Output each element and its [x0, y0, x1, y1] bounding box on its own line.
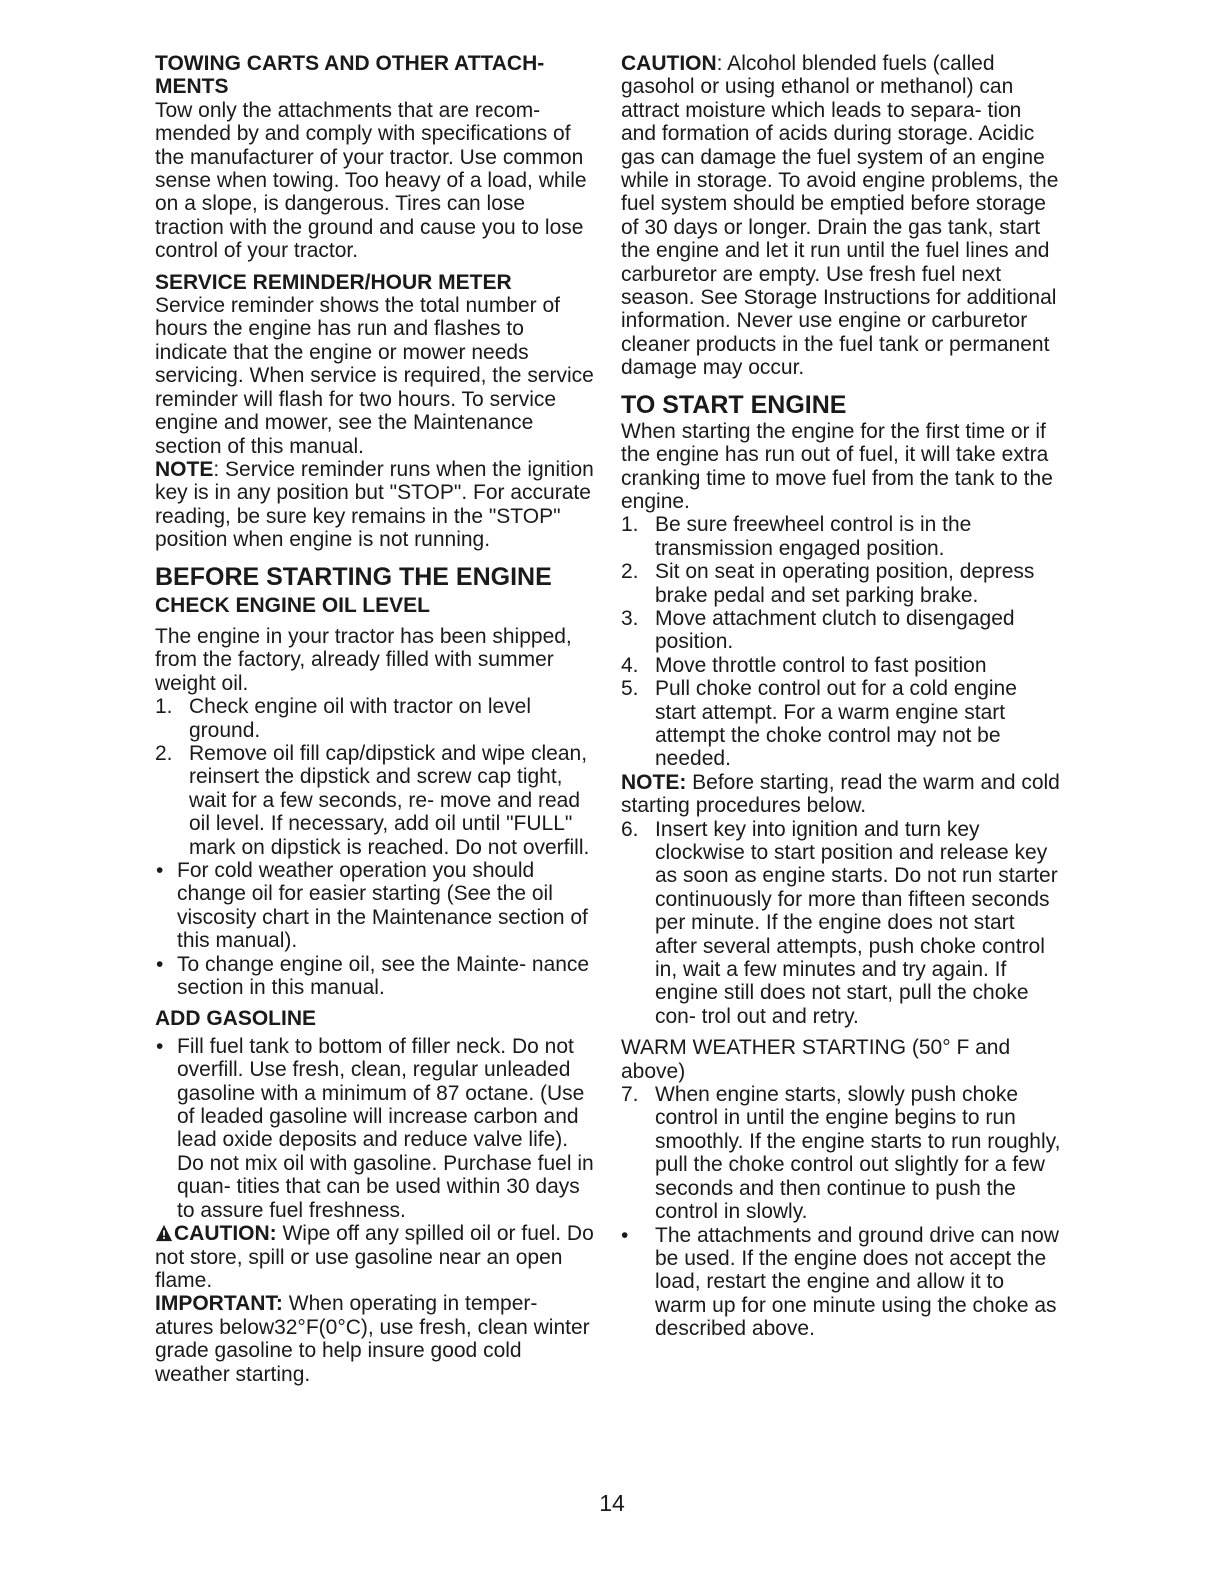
bullet-icon: • [156, 952, 164, 976]
towing-body: Tow only the attachments that are recom- mended by and comply with specifications of the manufacturer of your tractor. Use common sense when towing. Too heavy of a load, while on a slope, is dangerous. Tires can lose traction with the ground and cause you to lose control of your tractor. [155, 98, 587, 263]
service-body: Service reminder shows the total number of hours the engine has run and flashes to indicate that the engine or mower needs servicing. When service is required, the service reminder will flash for two hours. To service engine and mower, see the Maintenance section of this manual. [155, 294, 594, 458]
page-number: 14 [599, 1490, 625, 1516]
service-heading: SERVICE REMINDER/HOUR METER [155, 270, 512, 294]
list-item: • For cold weather operation you should change oil for easier starting (See the oil viscosity chart in the Maintenance section of this manual). [156, 859, 588, 953]
list-item: 1. Check engine oil with tractor on level ground. [155, 695, 532, 742]
list-item: 2. Sit on seat in operating position, depress brake pedal and set parking brake. [621, 560, 1035, 607]
start-engine-heading: TO START ENGINE [621, 390, 847, 419]
oil-heading: CHECK ENGINE OIL LEVEL [155, 593, 430, 617]
start-note: NOTE: Before starting, read the warm and cold starting procedures below. [621, 770, 1060, 818]
caution-paragraph: CAUTION: Wipe off any spilled oil or fuel. Do not store, spill or use gasoline near an open flame. [155, 1222, 594, 1292]
important-paragraph: IMPORTANT: When operating in temper- atures below32°F(0°C), use fresh, clean winter grade gasoline to help insure good cold weather starting. [155, 1292, 590, 1386]
gasoline-heading: ADD GASOLINE [155, 1007, 317, 1031]
service-note: NOTE: Service reminder runs when the ignition key is in any position but "STOP". For accurate reading, be sure key remains in the "STOP" position when engine is not running. [155, 457, 594, 552]
list-item: 3. Move attachment clutch to disengaged position. [621, 606, 1015, 654]
list-item: 6. Insert key into ignition and turn key clockwise to start position and release key as soon as engine starts. Do not run starter continuously for more than fifteen seconds per minute. If the engine does not start after several attempts, push choke control in, wait a few minutes and try again. If engine still does not start, pull the choke con- trol out and retry. [621, 817, 1058, 1028]
warm-weather-heading: WARM WEATHER STARTING (50° F and above) [621, 1036, 1011, 1083]
towing-heading: TOWING CARTS AND OTHER ATTACH- MENTS [155, 52, 545, 99]
list-item: 1. Be sure freewheel control is in the transmission engaged position. [621, 513, 972, 560]
list-item: 2. Remove oil fill cap/dipstick and wipe clean, reinsert the dipstick and screw cap tight, wait for a few seconds, re- move and read oil level. If necessary, add oil until "FULL" mark on dipstick is reached. Do not overfill. [155, 741, 590, 859]
warning-triangle-icon [155, 1224, 173, 1242]
list-item: 5. Pull choke control out for a cold engine start attempt. For a warm engine start attempt the choke control may not be needed. [621, 677, 1017, 771]
bullet-icon: • [156, 1034, 164, 1058]
before-starting-heading: BEFORE STARTING THE ENGINE [155, 562, 552, 591]
list-item: • Fill fuel tank to bottom of filler neck. Do not overfill. Use fresh, clean, regular unleaded gasoline with a minimum of 87 octane. (Use of leaded gasoline will increase carbon and lead oxide deposits and reduce valve life). Do not mix oil with gasoline. Purchase fuel in quan- tities that can be used within 30 days to assure fuel freshness. [156, 1034, 594, 1222]
bullet-icon: • [621, 1223, 629, 1247]
list-item: • To change engine oil, see the Mainte- nance section in this manual. [156, 952, 590, 1000]
list-item: • The attachments and ground drive can now be used. If the engine does not accept the load, restart the engine and allow it to warm up for one minute using the choke as described above. [621, 1223, 1059, 1341]
alcohol-caution: CAUTION: Alcohol blended fuels (called gasohol or using ethanol or methanol) can attract moisture which leads to separa- tion and formation of acids during storage. Acidic gas can damage the fuel system of an engine while in storage. To avoid engine problems, the fuel system should be emptied before storage of 30 days or longer. Drain the gas tank, start the engine and let it run until the fuel lines and carburetor are empty. Use fresh fuel next season. See Storage Instructions for additional information. Never use engine or carburetor cleaner products in the fuel tank or permanent damage may occur. [621, 52, 1059, 380]
bullet-icon: • [156, 859, 164, 882]
list-item: 7. When engine starts, slowly push choke control in until the engine begins to run smoothly. If the engine starts to run roughly, pull the choke control out slightly for a few seconds and then continue to push the control in slowly. [621, 1083, 1061, 1224]
right-column [621, 52, 1061, 1341]
list-item: 4. Move throttle control to fast position [621, 653, 987, 677]
start-body: When starting the engine for the first time or if the engine has run out of fuel, it will take extra cranking time to move fuel from the tank to the engine. [621, 419, 1053, 513]
left-column [155, 52, 595, 1386]
oil-body: The engine in your tractor has been shipped, from the factory, already filled with summer weight oil. [155, 624, 572, 695]
